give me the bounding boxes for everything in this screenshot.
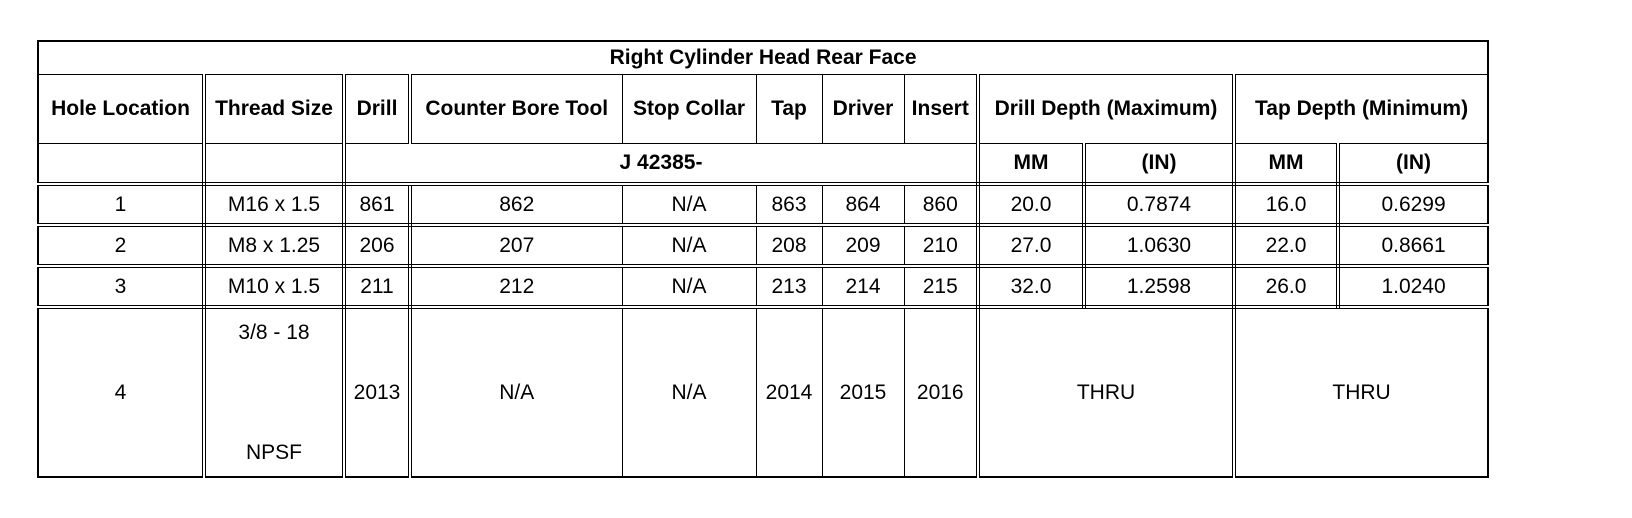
cell-driver: 864 xyxy=(822,184,904,225)
cell-tap-depth-mm: 16.0 xyxy=(1234,184,1338,225)
cell-hole: 1 xyxy=(38,184,204,225)
table-row xyxy=(38,266,1488,307)
cell-tap: 213 xyxy=(756,266,822,307)
subheader-row xyxy=(38,144,1488,185)
header-driver: Driver xyxy=(822,75,904,144)
cell-drill: 2013 xyxy=(344,307,410,477)
cell-thread: M8 x 1.25 xyxy=(204,225,344,266)
cell-drill: 861 xyxy=(344,184,410,225)
cell-drill-depth-in: 1.2598 xyxy=(1084,266,1234,307)
thread-size-stack xyxy=(206,313,342,473)
table-row xyxy=(38,307,1488,477)
header-thread-size: Thread Size xyxy=(204,75,344,144)
subheader-tap-in: (IN) xyxy=(1338,144,1488,185)
cell-insert: 215 xyxy=(904,266,978,307)
cell-drill-depth-in: 1.0630 xyxy=(1084,225,1234,266)
cell-insert: 860 xyxy=(904,184,978,225)
cell-tap: 863 xyxy=(756,184,822,225)
header-stop-collar: Stop Collar xyxy=(622,75,756,144)
table-title-row xyxy=(38,41,1488,75)
cell-tap-depth-in: 0.8661 xyxy=(1338,225,1488,266)
cell-tap-depth-mm: 22.0 xyxy=(1234,225,1338,266)
cell-thread: M16 x 1.5 xyxy=(204,184,344,225)
tool-specification-table xyxy=(37,40,1489,478)
cell-tap-depth-mm: 26.0 xyxy=(1234,266,1338,307)
cell-counter-bore: 862 xyxy=(410,184,622,225)
cell-stop-collar: N/A xyxy=(622,266,756,307)
cell-insert: 210 xyxy=(904,225,978,266)
subheader-empty-hole xyxy=(38,144,204,185)
cell-tap-depth-in: 1.0240 xyxy=(1338,266,1488,307)
cell-drill-depth-mm: 27.0 xyxy=(978,225,1084,266)
header-tap: Tap xyxy=(756,75,822,144)
subheader-drill-in: (IN) xyxy=(1084,144,1234,185)
cell-tap-depth: THRU xyxy=(1234,307,1488,477)
cell-drill: 206 xyxy=(344,225,410,266)
table-row xyxy=(38,184,1488,225)
cell-hole: 4 xyxy=(38,307,204,477)
cell-drill-depth-mm: 20.0 xyxy=(978,184,1084,225)
cell-tap-depth-in: 0.6299 xyxy=(1338,184,1488,225)
subheader-tool-prefix: J 42385- xyxy=(344,144,978,185)
thread-size-top: 3/8 - 18 xyxy=(238,320,310,344)
table-title: Right Cylinder Head Rear Face xyxy=(38,41,1488,75)
header-hole-location: Hole Location xyxy=(38,75,204,144)
header-insert: Insert xyxy=(904,75,978,144)
table-row xyxy=(38,225,1488,266)
cell-drill-depth-in: 0.7874 xyxy=(1084,184,1234,225)
cell-thread: M10 x 1.5 xyxy=(204,266,344,307)
cell-stop-collar: N/A xyxy=(622,184,756,225)
subheader-empty-thread xyxy=(204,144,344,185)
header-row xyxy=(38,75,1488,144)
cell-drill-depth: THRU xyxy=(978,307,1234,477)
cell-driver: 214 xyxy=(822,266,904,307)
cell-driver: 209 xyxy=(822,225,904,266)
cell-counter-bore: 207 xyxy=(410,225,622,266)
parts-table-container xyxy=(37,40,1487,478)
cell-hole: 3 xyxy=(38,266,204,307)
cell-drill-depth-mm: 32.0 xyxy=(978,266,1084,307)
header-tap-depth: Tap Depth (Minimum) xyxy=(1234,75,1488,144)
cell-driver: 2015 xyxy=(822,307,904,477)
cell-tap: 2014 xyxy=(756,307,822,477)
thread-size-bottom: NPSF xyxy=(245,440,302,464)
subheader-tap-mm: MM xyxy=(1234,144,1338,185)
header-drill-depth: Drill Depth (Maximum) xyxy=(978,75,1234,144)
cell-counter-bore: 212 xyxy=(410,266,622,307)
cell-hole: 2 xyxy=(38,225,204,266)
cell-drill: 211 xyxy=(344,266,410,307)
cell-insert: 2016 xyxy=(904,307,978,477)
cell-tap: 208 xyxy=(756,225,822,266)
header-counter-bore-tool: Counter Bore Tool xyxy=(410,75,622,144)
cell-thread xyxy=(204,307,344,477)
header-drill: Drill xyxy=(344,75,410,144)
cell-counter-bore: N/A xyxy=(410,307,622,477)
cell-stop-collar: N/A xyxy=(622,225,756,266)
cell-stop-collar: N/A xyxy=(622,307,756,477)
subheader-drill-mm: MM xyxy=(978,144,1084,185)
